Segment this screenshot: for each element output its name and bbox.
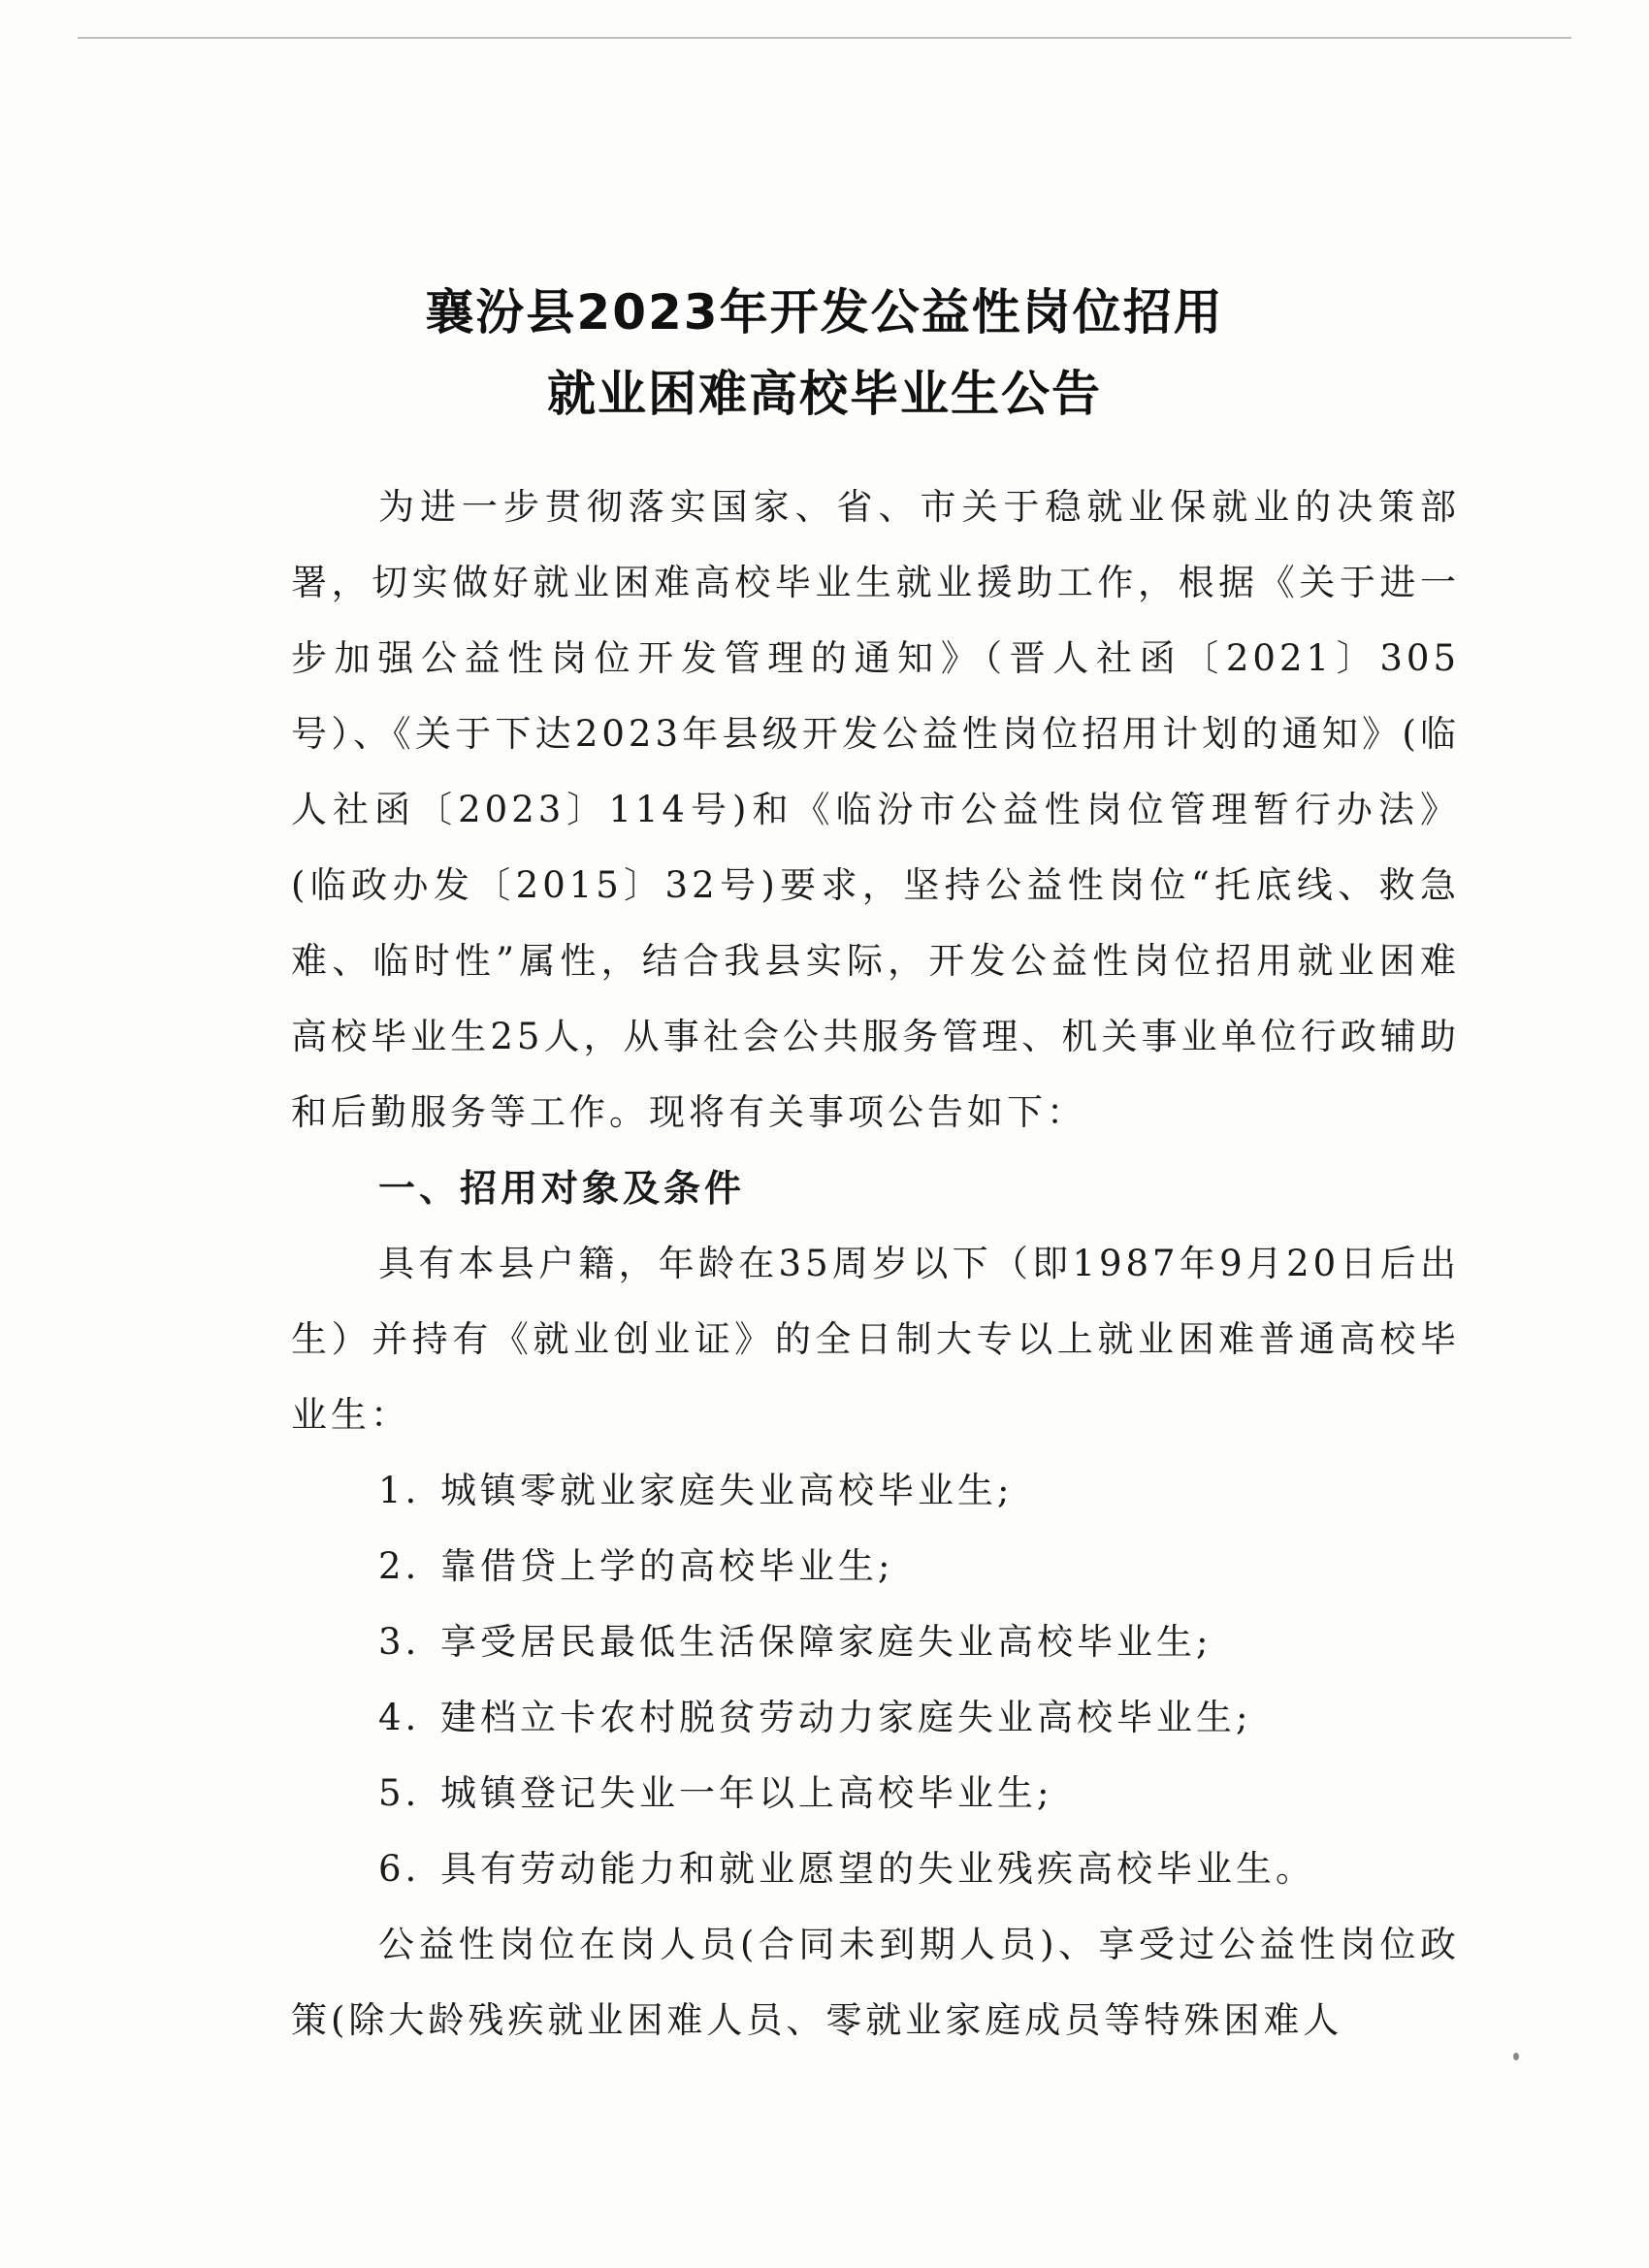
section-1 [291, 1150, 1460, 1453]
list-item: 6. 具有劳动能力和就业愿望的失业残疾高校毕业生。 [378, 1848, 1315, 1890]
section-paragraph: 具有本县户籍，年龄在35周岁以下（即1987年9月20日后出生）并持有《就业创业证》的全日制大专以上就业困难普通高校毕业生： [291, 1243, 1460, 1436]
list-item: 4. 建档立卡农村脱贫劳动力家庭失业高校毕业生; [378, 1697, 1252, 1738]
intro-paragraph: 为进一步贯彻落实国家、省、市关于稳就业保就业的决策部署，切实做好就业困难高校毕业生就业援助工作，根据《关于进一步加强公益性岗位开发管理的通知》（晋人社函〔2021〕305号）、《关于下达2023年县级开发公益性岗位招用计划的通知》(临人社函〔2023〕114号)和《临汾市公益性岗位管理暂行办法》(临政办发〔2015〕32号)要求，坚持公益性岗位“托底线、救急难、临时性”属性，结合我县实际，开发公益性岗位招用就业困难高校毕业生25人，从事社会公共服务管理、机关事业单位行政辅助和后勤服务等工作。现将有关事项公告如下： [291, 486, 1460, 1133]
list-item: 5. 城镇登记失业一年以上高校毕业生; [378, 1772, 1053, 1814]
document-title-line2: 就业困难高校毕业生公告 [547, 366, 1102, 422]
closing-paragraph: 公益性岗位在岗人员(合同未到期人员)、享受过公益性岗位政策(除大龄残疾就业困难人员、零就业家庭成员等特殊困难人 [291, 1924, 1460, 2041]
list-item: 3. 享受居民最低生活保障家庭失业高校毕业生; [378, 1621, 1212, 1663]
list-item: 1. 城镇零就业家庭失业高校毕业生; [378, 1470, 1014, 1511]
scan-speck [1513, 2053, 1519, 2060]
section-heading: 一、招用对象及条件 [378, 1167, 746, 1210]
closing-section [291, 1907, 1460, 2058]
conditions-list [291, 1453, 1460, 1907]
list-item: 2. 靠借贷上学的高校毕业生; [378, 1545, 894, 1587]
top-rule [78, 37, 1571, 39]
document-title-line1: 襄汾县2023年开发公益性岗位招用 [425, 284, 1224, 340]
document-body [291, 470, 1460, 1150]
